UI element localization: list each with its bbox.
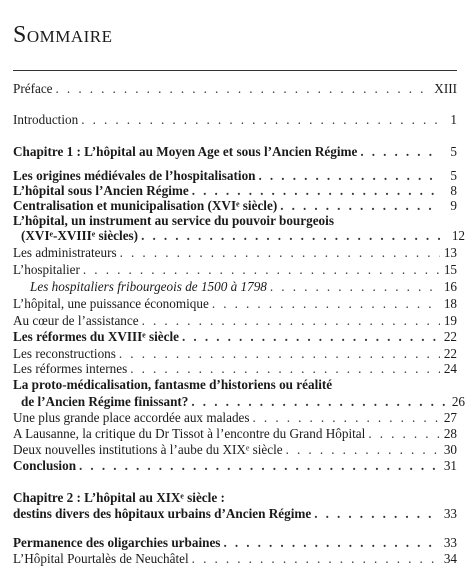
leader-dots [81, 112, 440, 127]
toc-entry-page: 34 [443, 551, 457, 566]
toc-entry-title: Au cœur de l’assistance [13, 313, 139, 328]
toc-entry[interactable] [13, 245, 457, 260]
toc-entry-title: Les origines médiévales de l’hospitalisation [13, 168, 256, 183]
toc-entry-page: 30 [443, 442, 457, 457]
toc-entry[interactable] [13, 313, 457, 328]
leader-dots [212, 296, 440, 311]
toc-entry[interactable] [13, 112, 457, 127]
toc-entry-title: Préface [13, 81, 53, 96]
leader-dots [314, 506, 440, 521]
toc-section-line[interactable]: L’hôpital, un instrument au service du pouvoir bourgeois [13, 213, 334, 228]
toc-entry-page: 16 [443, 279, 457, 294]
title-divider [13, 70, 457, 71]
toc-entry-page: 15 [443, 262, 457, 277]
leader-dots [259, 168, 440, 183]
toc-entry-title: L’hôpital sous l’Ancien Régime [13, 183, 189, 198]
toc-section[interactable] [13, 168, 457, 183]
toc-entry-title: (XVIᵉ-XVIIIᵉ siècles) [21, 228, 139, 243]
toc-entry-title: destins divers des hôpitaux urbains d’Ancien Régime [13, 506, 312, 521]
toc-entry[interactable] [13, 81, 457, 96]
toc-entry-title: A Lausanne, la critique du Dr Tissot à l’encontre du Grand Hôpital [13, 426, 366, 441]
leader-dots [253, 410, 440, 425]
toc-entry-page: 18 [443, 296, 457, 311]
leader-dots [192, 551, 440, 566]
toc-entry[interactable] [13, 410, 457, 425]
page-title: Sommaire [13, 22, 113, 48]
toc-entry-page: 9 [450, 198, 457, 213]
leader-dots [280, 198, 440, 213]
toc-entry-title: Les administrateurs [13, 245, 117, 260]
toc-entry-title: Centralisation et municipalisation (XVIᵉ siècle) [13, 198, 278, 213]
leader-dots [368, 426, 440, 441]
leader-dots [83, 262, 440, 277]
toc-entry-title: Deux nouvelles institutions à l’aube du XIXᵉ siècle [13, 442, 283, 457]
toc-entry-page: 27 [443, 410, 457, 425]
toc-entry-title: Une plus grande place accordée aux malades [13, 410, 250, 425]
toc-section[interactable] [13, 458, 457, 473]
toc-entry-page: 13 [443, 245, 457, 260]
toc-entry-page: 1 [450, 112, 457, 127]
toc-section[interactable] [13, 535, 457, 550]
leader-dots [270, 279, 440, 294]
toc-section-line[interactable]: La proto-médicalisation, fantasme d’historiens ou réalité [13, 377, 333, 392]
toc-entry[interactable] [13, 361, 457, 376]
leader-dots [286, 442, 440, 457]
toc-entry-title: Introduction [13, 112, 79, 127]
leader-dots [56, 81, 432, 96]
leader-dots [182, 329, 440, 344]
leader-dots [119, 346, 440, 361]
toc-entry-page: 26 [451, 394, 465, 409]
toc-entry-page: 33 [443, 506, 457, 521]
toc-entry-page: 19 [443, 313, 457, 328]
toc-entry-page: 5 [450, 144, 457, 159]
toc-entry-title: L’hospitalier [13, 262, 80, 277]
toc-subentry[interactable] [13, 279, 457, 294]
toc-entry-title: L’hôpital, une puissance économique [13, 296, 209, 311]
toc-entry[interactable] [13, 262, 457, 277]
toc-entry-page: 8 [450, 183, 457, 198]
toc-entry-title: Les hospitaliers fribourgeois de 1500 à 1798 [30, 279, 267, 294]
toc-entry-title: Permanence des oligarchies urbaines [13, 535, 221, 550]
toc-section[interactable] [13, 329, 457, 344]
toc-entry-page: XIII [434, 81, 457, 96]
leader-dots [191, 394, 448, 409]
toc-entry-page: 12 [451, 228, 465, 243]
leader-dots [192, 183, 440, 198]
toc-section[interactable] [13, 183, 457, 198]
toc-chapter-heading[interactable] [13, 144, 457, 159]
leader-dots [130, 361, 440, 376]
toc-entry-title: Conclusion [13, 458, 77, 473]
toc-chapter-heading[interactable] [13, 506, 457, 521]
leader-dots [120, 245, 440, 260]
toc-entry-title: L’Hôpital Pourtalès de Neuchâtel [13, 551, 189, 566]
toc-entry-title: Les réformes internes [13, 361, 128, 376]
toc-section[interactable] [13, 198, 457, 213]
leader-dots [141, 228, 448, 243]
toc-entry[interactable] [13, 551, 457, 566]
toc-entry-page: 5 [450, 168, 457, 183]
toc-entry-page: 24 [443, 361, 457, 376]
toc-entry-title: Les réformes du XVIIIᵉ siècle [13, 329, 180, 344]
leader-dots [142, 313, 440, 328]
toc-entry-page: 28 [443, 426, 457, 441]
leader-dots [223, 535, 440, 550]
toc-entry[interactable] [13, 442, 457, 457]
leader-dots [79, 458, 440, 473]
leader-dots [360, 144, 440, 159]
toc-entry-page: 33 [443, 535, 457, 550]
toc-entry-title: Chapitre 1 : L’hôpital au Moyen Age et sous l’Ancien Régime [13, 144, 358, 159]
toc-entry[interactable] [13, 426, 457, 441]
toc-entry-page: 22 [443, 329, 457, 344]
toc-entry-title: Les reconstructions [13, 346, 116, 361]
toc-section[interactable] [13, 228, 465, 243]
toc-chapter-heading-line[interactable]: Chapitre 2 : L’hôpital au XIXᵉ siècle : [13, 490, 225, 505]
toc-section[interactable] [13, 394, 465, 409]
toc-entry-title: de l’Ancien Régime finissant? [21, 394, 189, 409]
toc-entry[interactable] [13, 346, 457, 361]
toc-entry-page: 31 [443, 458, 457, 473]
toc-entry-page: 22 [443, 346, 457, 361]
toc-entry[interactable] [13, 296, 457, 311]
